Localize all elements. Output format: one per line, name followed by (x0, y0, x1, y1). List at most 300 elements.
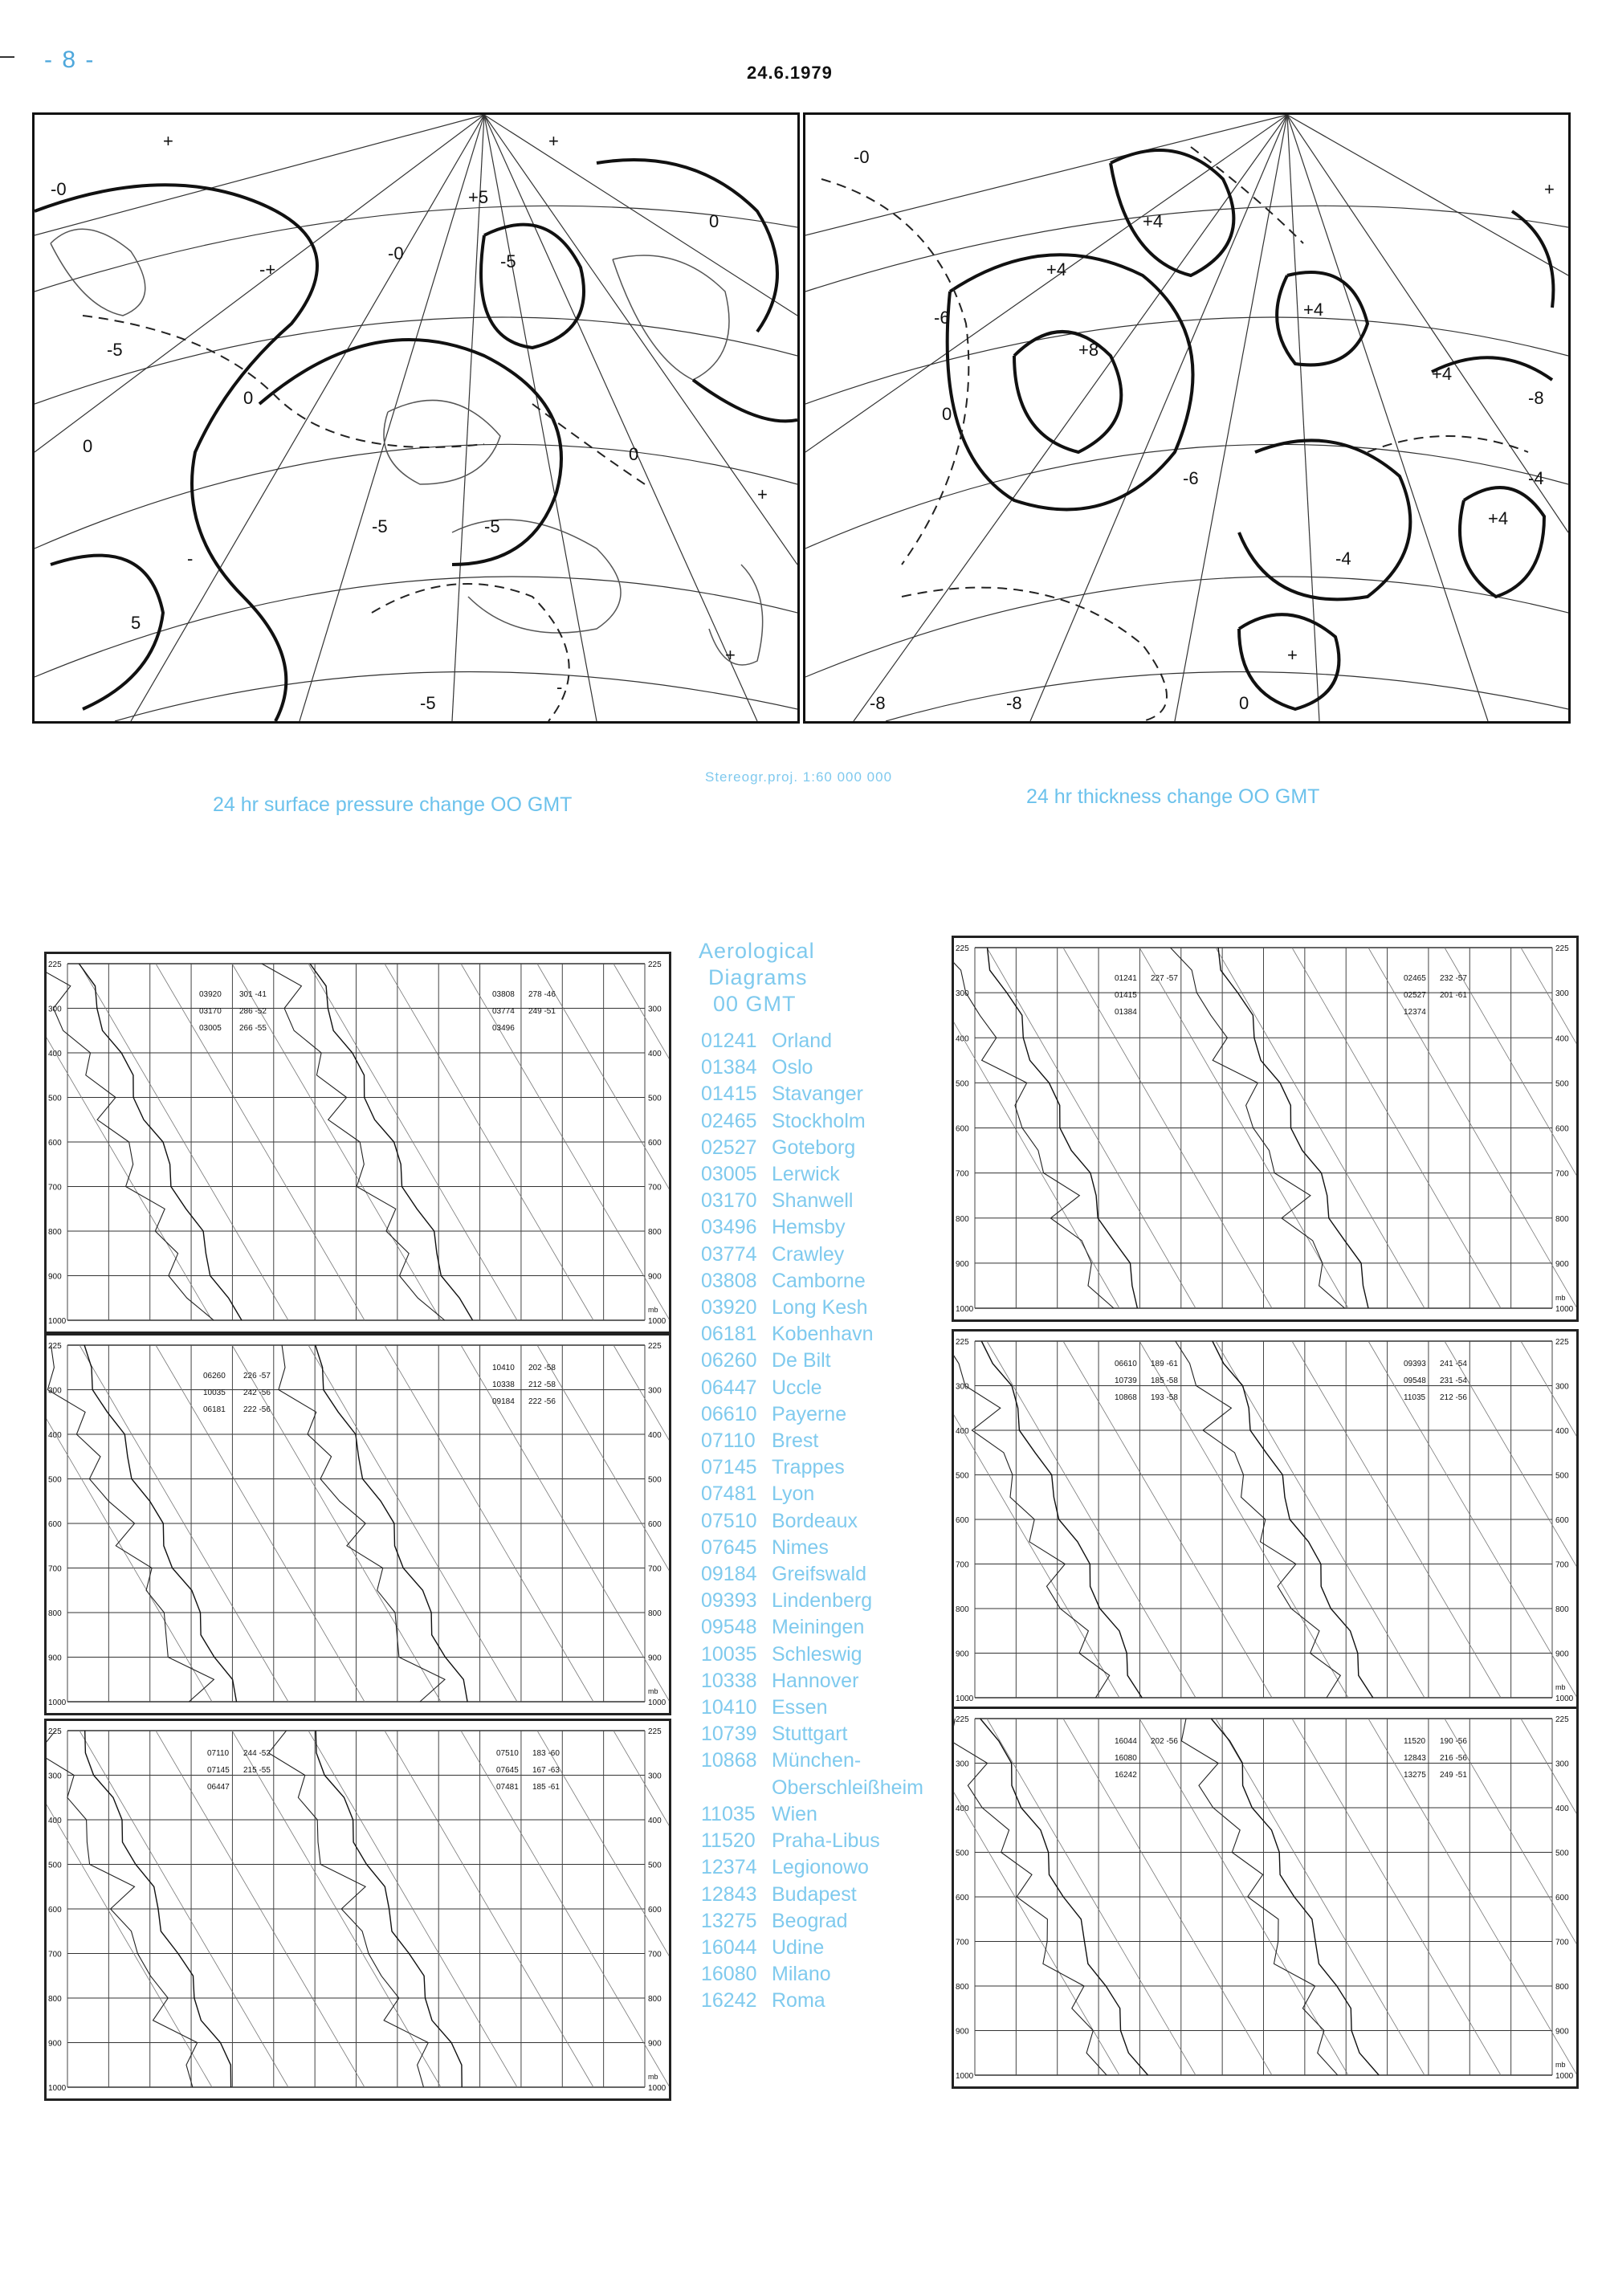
station-values-b (532, 1745, 560, 1796)
svg-text:-+: -+ (259, 259, 276, 279)
svg-text:-4: -4 (1528, 468, 1544, 488)
station-name: Kobenhavn (772, 1323, 874, 1346)
title-line: 00 GMT (713, 992, 797, 1016)
station-code: 12374 (701, 1856, 757, 1879)
surface-pressure-map-drawing (35, 115, 797, 721)
pressure-label: 225 (48, 960, 62, 969)
station-code: 06181 (203, 1405, 226, 1414)
station-block-a (1115, 1733, 1137, 1784)
station-block-a (203, 1368, 226, 1418)
tropopause-value: 301 -41 (239, 990, 267, 999)
station-code: 03774 (492, 1007, 515, 1016)
station-list-item (701, 1375, 923, 1401)
station-name: Crawley (772, 1242, 845, 1266)
station-code: 09393 (701, 1589, 757, 1613)
tropopause-value: 226 -57 (243, 1372, 271, 1380)
station-code: 11035 (1404, 1393, 1426, 1402)
station-code: 07481 (701, 1482, 757, 1506)
station-list-item (701, 1321, 923, 1348)
station-code: 07510 (496, 1749, 519, 1758)
pressure-label: 400 (1555, 1427, 1569, 1436)
pressure-label: 500 (956, 1471, 969, 1481)
pressure-label: 1000 (48, 1317, 67, 1326)
pressure-label: 500 (1555, 1471, 1569, 1481)
station-values-b (528, 986, 556, 1020)
station-list-item (701, 1348, 923, 1374)
station-name: Oslo (772, 1056, 813, 1079)
diagram-grid (954, 1709, 1576, 2086)
station-block-a (199, 986, 222, 1037)
station-code: 03496 (492, 1024, 515, 1033)
station-name: Wien (772, 1802, 817, 1825)
station-name: Hemsby (772, 1216, 846, 1239)
station-list-item (701, 1614, 923, 1641)
station-code: 03005 (199, 1024, 222, 1033)
station-list-item (701, 1268, 923, 1295)
pressure-label: 225 (48, 1342, 62, 1351)
pressure-label: 1000 (648, 2084, 666, 2093)
station-list-item (701, 1935, 923, 1961)
station-code: 10868 (701, 1749, 757, 1772)
station-code: 16242 (1115, 1771, 1137, 1780)
station-list-item (701, 1561, 923, 1588)
pressure-label: 500 (648, 1475, 662, 1485)
station-list-item (701, 1295, 923, 1321)
station-code: 07145 (207, 1766, 230, 1775)
svg-text:+4: +4 (1143, 211, 1164, 231)
pressure-label: 800 (956, 1214, 969, 1224)
station-name: Uccle (772, 1376, 822, 1399)
pressure-label: 225 (956, 944, 969, 953)
station-code: 11035 (701, 1802, 756, 1825)
station-code: 16080 (1115, 1754, 1137, 1763)
station-code: 13275 (701, 1909, 757, 1932)
station-list-item (701, 1908, 923, 1935)
pressure-label: 400 (48, 1050, 62, 1058)
station-values-a (243, 1745, 271, 1779)
station-code: 01241 (701, 1030, 757, 1052)
station-block-b (492, 986, 515, 1037)
station-name: Nimes (772, 1535, 829, 1559)
tropopause-value: 242 -56 (243, 1389, 271, 1397)
station-name: Trappes (772, 1456, 845, 1479)
svg-text:-8: -8 (1528, 388, 1544, 408)
station-name: Brest (772, 1429, 819, 1453)
pressure-label: 225 (1555, 1715, 1569, 1724)
pressure-label: 500 (1555, 1079, 1569, 1089)
svg-text:-0: -0 (388, 243, 404, 263)
station-list-item (701, 1721, 923, 1747)
svg-text:+: + (548, 131, 559, 151)
pressure-label: 700 (956, 1169, 969, 1179)
pressure-label: 900 (48, 1654, 62, 1663)
title-line: Aerological (699, 939, 815, 963)
station-name: Essen (772, 1696, 828, 1719)
svg-text:-4: -4 (1335, 549, 1351, 569)
pressure-label: 800 (956, 1605, 969, 1614)
tropopause-value: 212 -58 (528, 1380, 556, 1389)
pressure-label: 900 (648, 2039, 662, 2049)
pressure-label: 400 (48, 1817, 62, 1825)
station-code: 10035 (701, 1642, 757, 1666)
tropopause-value: 244 -52 (243, 1749, 271, 1758)
pressure-label: 1000 (1555, 1694, 1574, 1703)
tropopause-value: 215 -55 (243, 1766, 271, 1775)
pressure-label: 300 (48, 1005, 62, 1014)
surface-pressure-map (32, 112, 800, 724)
station-code: 01415 (701, 1083, 757, 1106)
station-block-a (1115, 970, 1137, 1021)
station-code: 01415 (1115, 991, 1137, 1000)
pressure-label: 400 (1555, 1034, 1569, 1044)
pressure-label: 900 (48, 1272, 62, 1282)
station-name: Hannover (772, 1669, 859, 1692)
pressure-label: 225 (956, 1715, 969, 1724)
pressure-label: 1000 (956, 1305, 974, 1314)
tropopause-value: 201 -61 (1440, 991, 1467, 1000)
station-code: 10338 (701, 1669, 757, 1692)
pressure-label: 600 (648, 1139, 662, 1148)
pressure-label: 800 (1555, 1605, 1569, 1614)
station-code: 02527 (1404, 991, 1426, 1000)
station-code: 13275 (1404, 1771, 1426, 1780)
station-code: 11520 (701, 1829, 756, 1853)
page-number: - 8 - (44, 47, 96, 73)
station-block-a (207, 1745, 230, 1796)
title-line: Diagrams (708, 965, 808, 989)
station-code: 12843 (1404, 1754, 1426, 1763)
pressure-label: 1000 (1555, 1305, 1574, 1314)
pressure-label: 800 (648, 1609, 662, 1618)
pressure-label: 400 (48, 1431, 62, 1440)
svg-text:5: 5 (131, 613, 141, 633)
pressure-label: 700 (48, 1183, 62, 1193)
pressure-label: 800 (48, 1995, 62, 2004)
pressure-label: 300 (648, 1005, 662, 1014)
station-name: München- (772, 1749, 862, 1772)
station-name: Camborne (772, 1269, 866, 1292)
station-name: Orland (772, 1030, 833, 1052)
station-code: 09393 (1404, 1360, 1426, 1368)
station-code: 16044 (701, 1935, 757, 1959)
pressure-label: 700 (1555, 1169, 1569, 1179)
station-values-a (243, 1368, 271, 1418)
pressure-label: 1000 (956, 1694, 974, 1703)
aerological-panel-right-2 (952, 1329, 1579, 1711)
pressure-label: 600 (48, 1906, 62, 1915)
station-code: 09184 (492, 1397, 515, 1406)
station-block-b (1404, 1733, 1426, 1784)
station-code: 03774 (701, 1242, 757, 1266)
station-list-item (701, 1508, 923, 1535)
svg-text:-: - (556, 677, 563, 697)
station-values-a (1151, 970, 1178, 987)
pressure-label: 500 (648, 1094, 662, 1103)
diagram-grid (954, 938, 1576, 1319)
diagram-grid (47, 1721, 669, 2098)
station-name: Oberschleißheim (772, 1776, 923, 1799)
station-block-b (496, 1745, 519, 1796)
tropopause-value: 202 -56 (1151, 1737, 1178, 1746)
tropopause-value: 231 -54 (1440, 1376, 1467, 1385)
station-code: 01384 (1115, 1008, 1137, 1017)
station-code: 06260 (701, 1349, 757, 1372)
station-name: Stockholm (772, 1109, 866, 1132)
svg-text:0: 0 (629, 444, 639, 464)
station-name: Shanwell (772, 1189, 854, 1213)
station-list-item (701, 1988, 923, 2014)
aerological-panel-right-3 (952, 1707, 1579, 2089)
station-code: 06610 (1115, 1360, 1137, 1368)
station-code: 09184 (701, 1563, 757, 1586)
svg-text:+: + (163, 131, 173, 151)
pressure-label: 600 (956, 1516, 969, 1525)
station-list-item (701, 1535, 923, 1561)
station-code: 07481 (496, 1783, 519, 1792)
pressure-label: 900 (956, 1650, 969, 1659)
svg-text:+4: +4 (1432, 364, 1453, 384)
pressure-label: 300 (956, 989, 969, 999)
pressure-label: 800 (648, 1995, 662, 2004)
pressure-label: 600 (1555, 1894, 1569, 1902)
station-values-a (1151, 1356, 1178, 1406)
station-code: 07110 (701, 1429, 756, 1453)
pressure-label: 300 (48, 1386, 62, 1396)
station-name: De Bilt (772, 1349, 831, 1372)
station-list-item (701, 1694, 923, 1721)
pressure-label: 400 (648, 1431, 662, 1440)
svg-text:-0: -0 (854, 147, 870, 167)
station-values-a (239, 986, 267, 1037)
station-list-item (701, 1242, 923, 1268)
station-list-item (701, 1801, 923, 1828)
pressure-label: 225 (1555, 1338, 1569, 1347)
diagram-grid (47, 954, 669, 1332)
pressure-label: 225 (1555, 944, 1569, 953)
pressure-label: 900 (956, 1259, 969, 1269)
station-code: 01241 (1115, 974, 1137, 983)
station-name: Stavanger (772, 1083, 863, 1106)
svg-text:+4: +4 (1488, 508, 1509, 528)
pressure-label: 225 (648, 960, 662, 969)
station-code: 07510 (701, 1509, 757, 1532)
station-name: Stuttgart (772, 1723, 848, 1746)
pressure-label: 900 (648, 1272, 662, 1282)
pressure-label: 500 (48, 1861, 62, 1870)
station-name: Milano (772, 1963, 831, 1986)
tropopause-value: 185 -61 (532, 1783, 560, 1792)
pressure-label: 800 (1555, 1214, 1569, 1224)
pressure-label: 300 (1555, 1382, 1569, 1392)
pressure-label: 400 (648, 1817, 662, 1825)
pressure-label: 700 (648, 1950, 662, 1960)
tropopause-value: 212 -56 (1440, 1393, 1467, 1402)
pressure-label: 1000 (648, 1699, 666, 1707)
svg-text:0: 0 (1239, 693, 1249, 713)
pressure-label: 300 (1555, 989, 1569, 999)
tropopause-value: 193 -58 (1151, 1393, 1178, 1402)
pressure-label: 1000 (648, 1317, 666, 1326)
svg-text:+8: +8 (1078, 340, 1099, 360)
station-block-b (492, 1360, 515, 1410)
pressure-label: 400 (648, 1050, 662, 1058)
tropopause-value: 249 -51 (528, 1007, 556, 1016)
station-code: 02465 (1404, 974, 1426, 983)
pressure-label: 300 (648, 1386, 662, 1396)
station-list-item (701, 1108, 923, 1135)
station-code: 06260 (203, 1372, 226, 1380)
svg-text:+: + (725, 645, 736, 665)
pressure-label: 700 (956, 1560, 969, 1570)
svg-text:+: + (1544, 179, 1555, 199)
station-values-a (1151, 1733, 1178, 1750)
aerological-panel-left-1 (44, 952, 671, 1334)
station-block-a (1115, 1356, 1137, 1406)
station-code: 03170 (701, 1189, 757, 1213)
unit-label: mb (648, 1687, 658, 1695)
pressure-label: 1000 (48, 2084, 67, 2093)
svg-text:-5: -5 (420, 693, 436, 713)
unit-label: mb (1555, 1294, 1566, 1302)
station-values-b (1440, 1733, 1467, 1784)
station-list-item (701, 1188, 923, 1214)
pressure-label: 1000 (48, 1699, 67, 1707)
station-list-item (701, 1961, 923, 1988)
svg-text:-6: -6 (1183, 468, 1199, 488)
station-code: 02527 (701, 1136, 757, 1159)
svg-text:-5: -5 (372, 516, 388, 536)
svg-text:-5: -5 (500, 251, 516, 271)
station-code: 11520 (1404, 1737, 1426, 1746)
pressure-label: 700 (956, 1938, 969, 1947)
station-code: 03170 (199, 1007, 222, 1016)
pressure-label: 500 (48, 1475, 62, 1485)
station-code: 07145 (701, 1456, 757, 1479)
pressure-label: 800 (648, 1228, 662, 1237)
station-list (701, 1028, 923, 2015)
station-code: 16242 (701, 1989, 757, 2013)
pressure-label: 600 (648, 1520, 662, 1529)
station-list-item (701, 1882, 923, 1908)
pressure-label: 800 (48, 1228, 62, 1237)
station-name: Udine (772, 1935, 825, 1959)
station-name: Long Kesh (772, 1296, 868, 1319)
diagram-grid (47, 1336, 669, 1713)
pressure-label: 700 (48, 1950, 62, 1960)
station-code: 12843 (701, 1882, 757, 1906)
thickness-caption: 24 hr thickness change OO GMT (1026, 785, 1320, 808)
station-code: 03920 (199, 990, 222, 999)
svg-text:+5: +5 (468, 187, 489, 207)
thickness-change-map (803, 112, 1571, 724)
station-name: Lerwick (772, 1163, 840, 1186)
pressure-label: 600 (1555, 1516, 1569, 1525)
tropopause-value: 278 -46 (528, 990, 556, 999)
station-code (701, 1775, 772, 1801)
svg-text:-5: -5 (484, 516, 500, 536)
station-list-item (701, 1428, 923, 1454)
station-code: 02465 (701, 1109, 757, 1132)
unit-label: mb (648, 1306, 658, 1314)
surface-pressure-caption: 24 hr surface pressure change OO GMT (213, 793, 573, 816)
svg-text:+: + (1287, 645, 1298, 665)
station-list-item (701, 1161, 923, 1188)
station-code: 10410 (701, 1696, 757, 1719)
station-name: Goteborg (772, 1136, 856, 1159)
pressure-label: 400 (956, 1034, 969, 1044)
station-code: 10035 (203, 1389, 226, 1397)
station-name: Budapest (772, 1882, 857, 1906)
station-list-item (701, 1668, 923, 1694)
station-name: Roma (772, 1989, 825, 2013)
station-list-item (701, 1081, 923, 1107)
pressure-label: 600 (1555, 1124, 1569, 1134)
station-code: 07645 (496, 1766, 519, 1775)
pressure-label: 900 (956, 2027, 969, 2037)
tropopause-value: 167 -63 (532, 1766, 560, 1775)
svg-text:-8: -8 (870, 693, 886, 713)
station-list-item (701, 1454, 923, 1481)
pressure-label: 225 (48, 1727, 62, 1736)
tropopause-value: 183 -60 (532, 1749, 560, 1758)
margin-dash (0, 56, 14, 58)
pressure-label: 600 (48, 1520, 62, 1529)
station-code: 06610 (701, 1402, 757, 1425)
station-name: Bordeaux (772, 1509, 858, 1532)
station-name: Praha-Libus (772, 1829, 880, 1853)
tropopause-value: 232 -57 (1440, 974, 1467, 983)
tropopause-value: 266 -55 (239, 1024, 267, 1033)
pressure-label: 700 (648, 1564, 662, 1574)
station-code: 01384 (701, 1056, 757, 1079)
tropopause-value: 241 -54 (1440, 1360, 1467, 1368)
pressure-label: 500 (648, 1861, 662, 1870)
station-list-item (701, 1214, 923, 1241)
aerological-diagrams-title (699, 938, 815, 1017)
pressure-label: 900 (48, 2039, 62, 2049)
svg-text:-5: -5 (107, 340, 123, 360)
station-block-b (1404, 1356, 1426, 1406)
station-list-item (701, 1747, 923, 1774)
station-list-item (701, 1054, 923, 1081)
station-list-item (701, 1401, 923, 1428)
pressure-label: 600 (956, 1124, 969, 1134)
pressure-label: 700 (1555, 1938, 1569, 1947)
station-code: 03808 (701, 1269, 757, 1292)
station-code: 16044 (1115, 1737, 1137, 1746)
station-name: Greifswald (772, 1563, 867, 1586)
station-name: Payerne (772, 1402, 847, 1425)
pressure-label: 400 (956, 1805, 969, 1813)
tropopause-value: 222 -56 (243, 1405, 271, 1414)
diagram-grid (954, 1332, 1576, 1709)
station-values-b (1440, 970, 1467, 1004)
pressure-label: 600 (648, 1906, 662, 1915)
station-code: 06447 (701, 1376, 757, 1399)
station-name: Lyon (772, 1482, 815, 1506)
station-code: 09548 (701, 1616, 757, 1639)
station-code: 06181 (701, 1323, 757, 1346)
pressure-label: 500 (48, 1094, 62, 1103)
pressure-label: 800 (48, 1609, 62, 1618)
tropopause-value: 227 -57 (1151, 974, 1178, 983)
thickness-change-map-drawing (805, 115, 1568, 721)
tropopause-value: 189 -61 (1151, 1360, 1178, 1368)
pressure-label: 300 (956, 1760, 969, 1769)
pressure-label: 400 (1555, 1805, 1569, 1813)
tropopause-value: 249 -51 (1440, 1771, 1467, 1780)
svg-text:0: 0 (709, 211, 719, 231)
